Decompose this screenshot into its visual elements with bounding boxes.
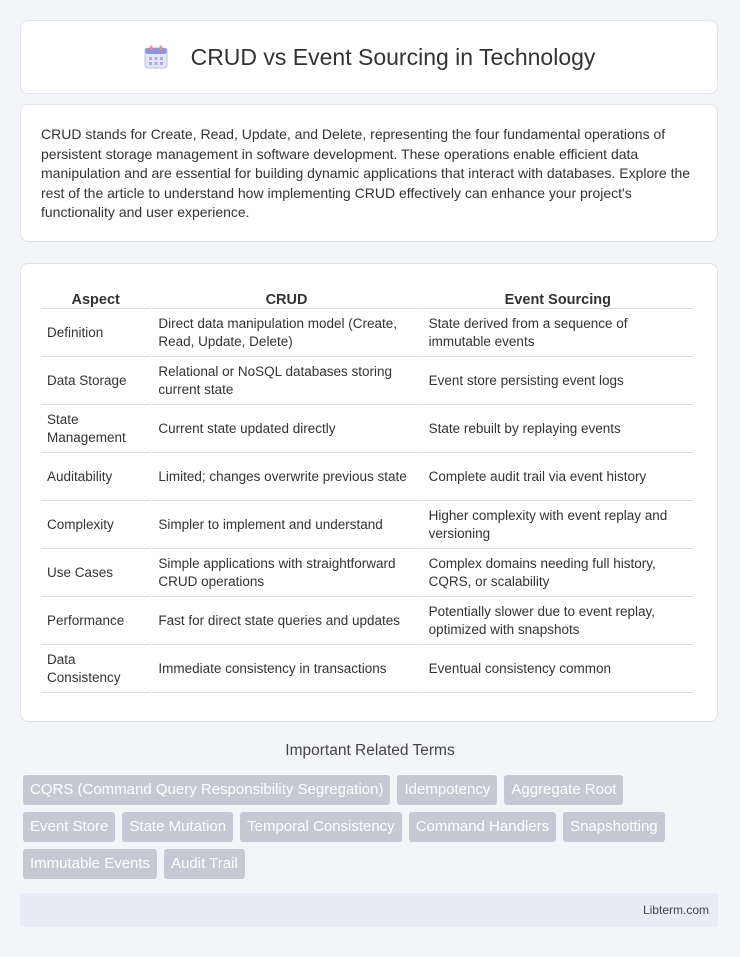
crud-cell: Direct data manipulation model (Create, Read, Update, Delete) <box>152 309 420 357</box>
tag-state-mutation[interactable]: State Mutation <box>122 812 233 842</box>
tag-event-store[interactable]: Event Store <box>23 812 115 842</box>
tag-snapshotting[interactable]: Snapshotting <box>563 812 665 842</box>
tag-idempotency[interactable]: Idempotency <box>397 775 497 805</box>
event-sourcing-cell: Potentially slower due to event replay, optimized with snapshots <box>423 597 693 645</box>
crud-cell: Limited; changes overwrite previous state <box>152 453 420 501</box>
crud-cell: Fast for direct state queries and updates <box>152 597 420 645</box>
crud-cell: Simple applications with straightforward CRUD operations <box>152 549 420 597</box>
footer <box>20 893 718 927</box>
tag-audit-trail[interactable]: Audit Trail <box>164 849 245 879</box>
crud-cell: Immediate consistency in transactions <box>152 645 420 693</box>
event-sourcing-cell: Higher complexity with event replay and versioning <box>423 501 693 549</box>
tag-cqrs[interactable]: CQRS (Command Query Responsibility Segregation) <box>23 775 390 805</box>
intro-card <box>20 104 718 242</box>
footer-brand-link[interactable]: Libterm.com <box>642 903 709 917</box>
event-sourcing-cell: Complex domains needing full history, CQRS, or scalability <box>423 549 693 597</box>
table-row <box>41 597 693 645</box>
aspect-cell: Data Consistency <box>41 645 150 693</box>
table-header-row <box>41 282 693 309</box>
tag-aggregate-root[interactable]: Aggregate Root <box>504 775 623 805</box>
aspect-cell: Use Cases <box>41 549 150 597</box>
event-sourcing-cell: Event store persisting event logs <box>423 357 693 405</box>
table-row <box>41 453 693 501</box>
aspect-cell: Definition <box>41 309 150 357</box>
tag-row <box>23 812 723 842</box>
aspect-cell: Auditability <box>41 453 150 501</box>
header-crud: CRUD <box>152 282 420 309</box>
aspect-cell: Performance <box>41 597 150 645</box>
tag-immutable-events[interactable]: Immutable Events <box>23 849 157 879</box>
event-sourcing-cell: Complete audit trail via event history <box>423 453 693 501</box>
tag-command-handlers[interactable]: Command Handlers <box>409 812 556 842</box>
related-terms-tags <box>23 775 723 886</box>
header-card <box>20 20 718 94</box>
crud-cell: Current state updated directly <box>152 405 420 453</box>
table-row <box>41 549 693 597</box>
event-sourcing-cell: State rebuilt by replaying events <box>423 405 693 453</box>
comparison-table <box>39 282 695 693</box>
header-aspect: Aspect <box>41 282 150 309</box>
table-row <box>41 645 693 693</box>
aspect-cell: Complexity <box>41 501 150 549</box>
related-terms-title: Important Related Terms <box>285 742 455 759</box>
crud-cell: Simpler to implement and understand <box>152 501 420 549</box>
crud-cell: Relational or NoSQL databases storing current state <box>152 357 420 405</box>
page-title: CRUD vs Event Sourcing in Technology <box>190 43 596 70</box>
tag-temporal-consistency[interactable]: Temporal Consistency <box>240 812 402 842</box>
table-row <box>41 405 693 453</box>
table-row <box>41 501 693 549</box>
event-sourcing-cell: State derived from a sequence of immutable events <box>423 309 693 357</box>
comparison-table-card <box>20 263 718 722</box>
intro-paragraph: CRUD stands for Create, Read, Update, and Delete, representing the four fundamental operations of persistent storage management in software development. These operations enable efficient data manipulation and are essential for building dynamic applications that interact with databases. Explore the rest of the article to understand how implementing CRUD effectively can enhance your project's functionality and user experience. <box>41 126 691 221</box>
tag-row <box>23 775 723 805</box>
calendar-icon <box>143 44 169 70</box>
event-sourcing-cell: Eventual consistency common <box>423 645 693 693</box>
aspect-cell: Data Storage <box>41 357 150 405</box>
aspect-cell: State Management <box>41 405 150 453</box>
header-event-sourcing: Event Sourcing <box>423 282 693 309</box>
table-row <box>41 357 693 405</box>
table-row <box>41 309 693 357</box>
tag-row <box>23 849 723 879</box>
